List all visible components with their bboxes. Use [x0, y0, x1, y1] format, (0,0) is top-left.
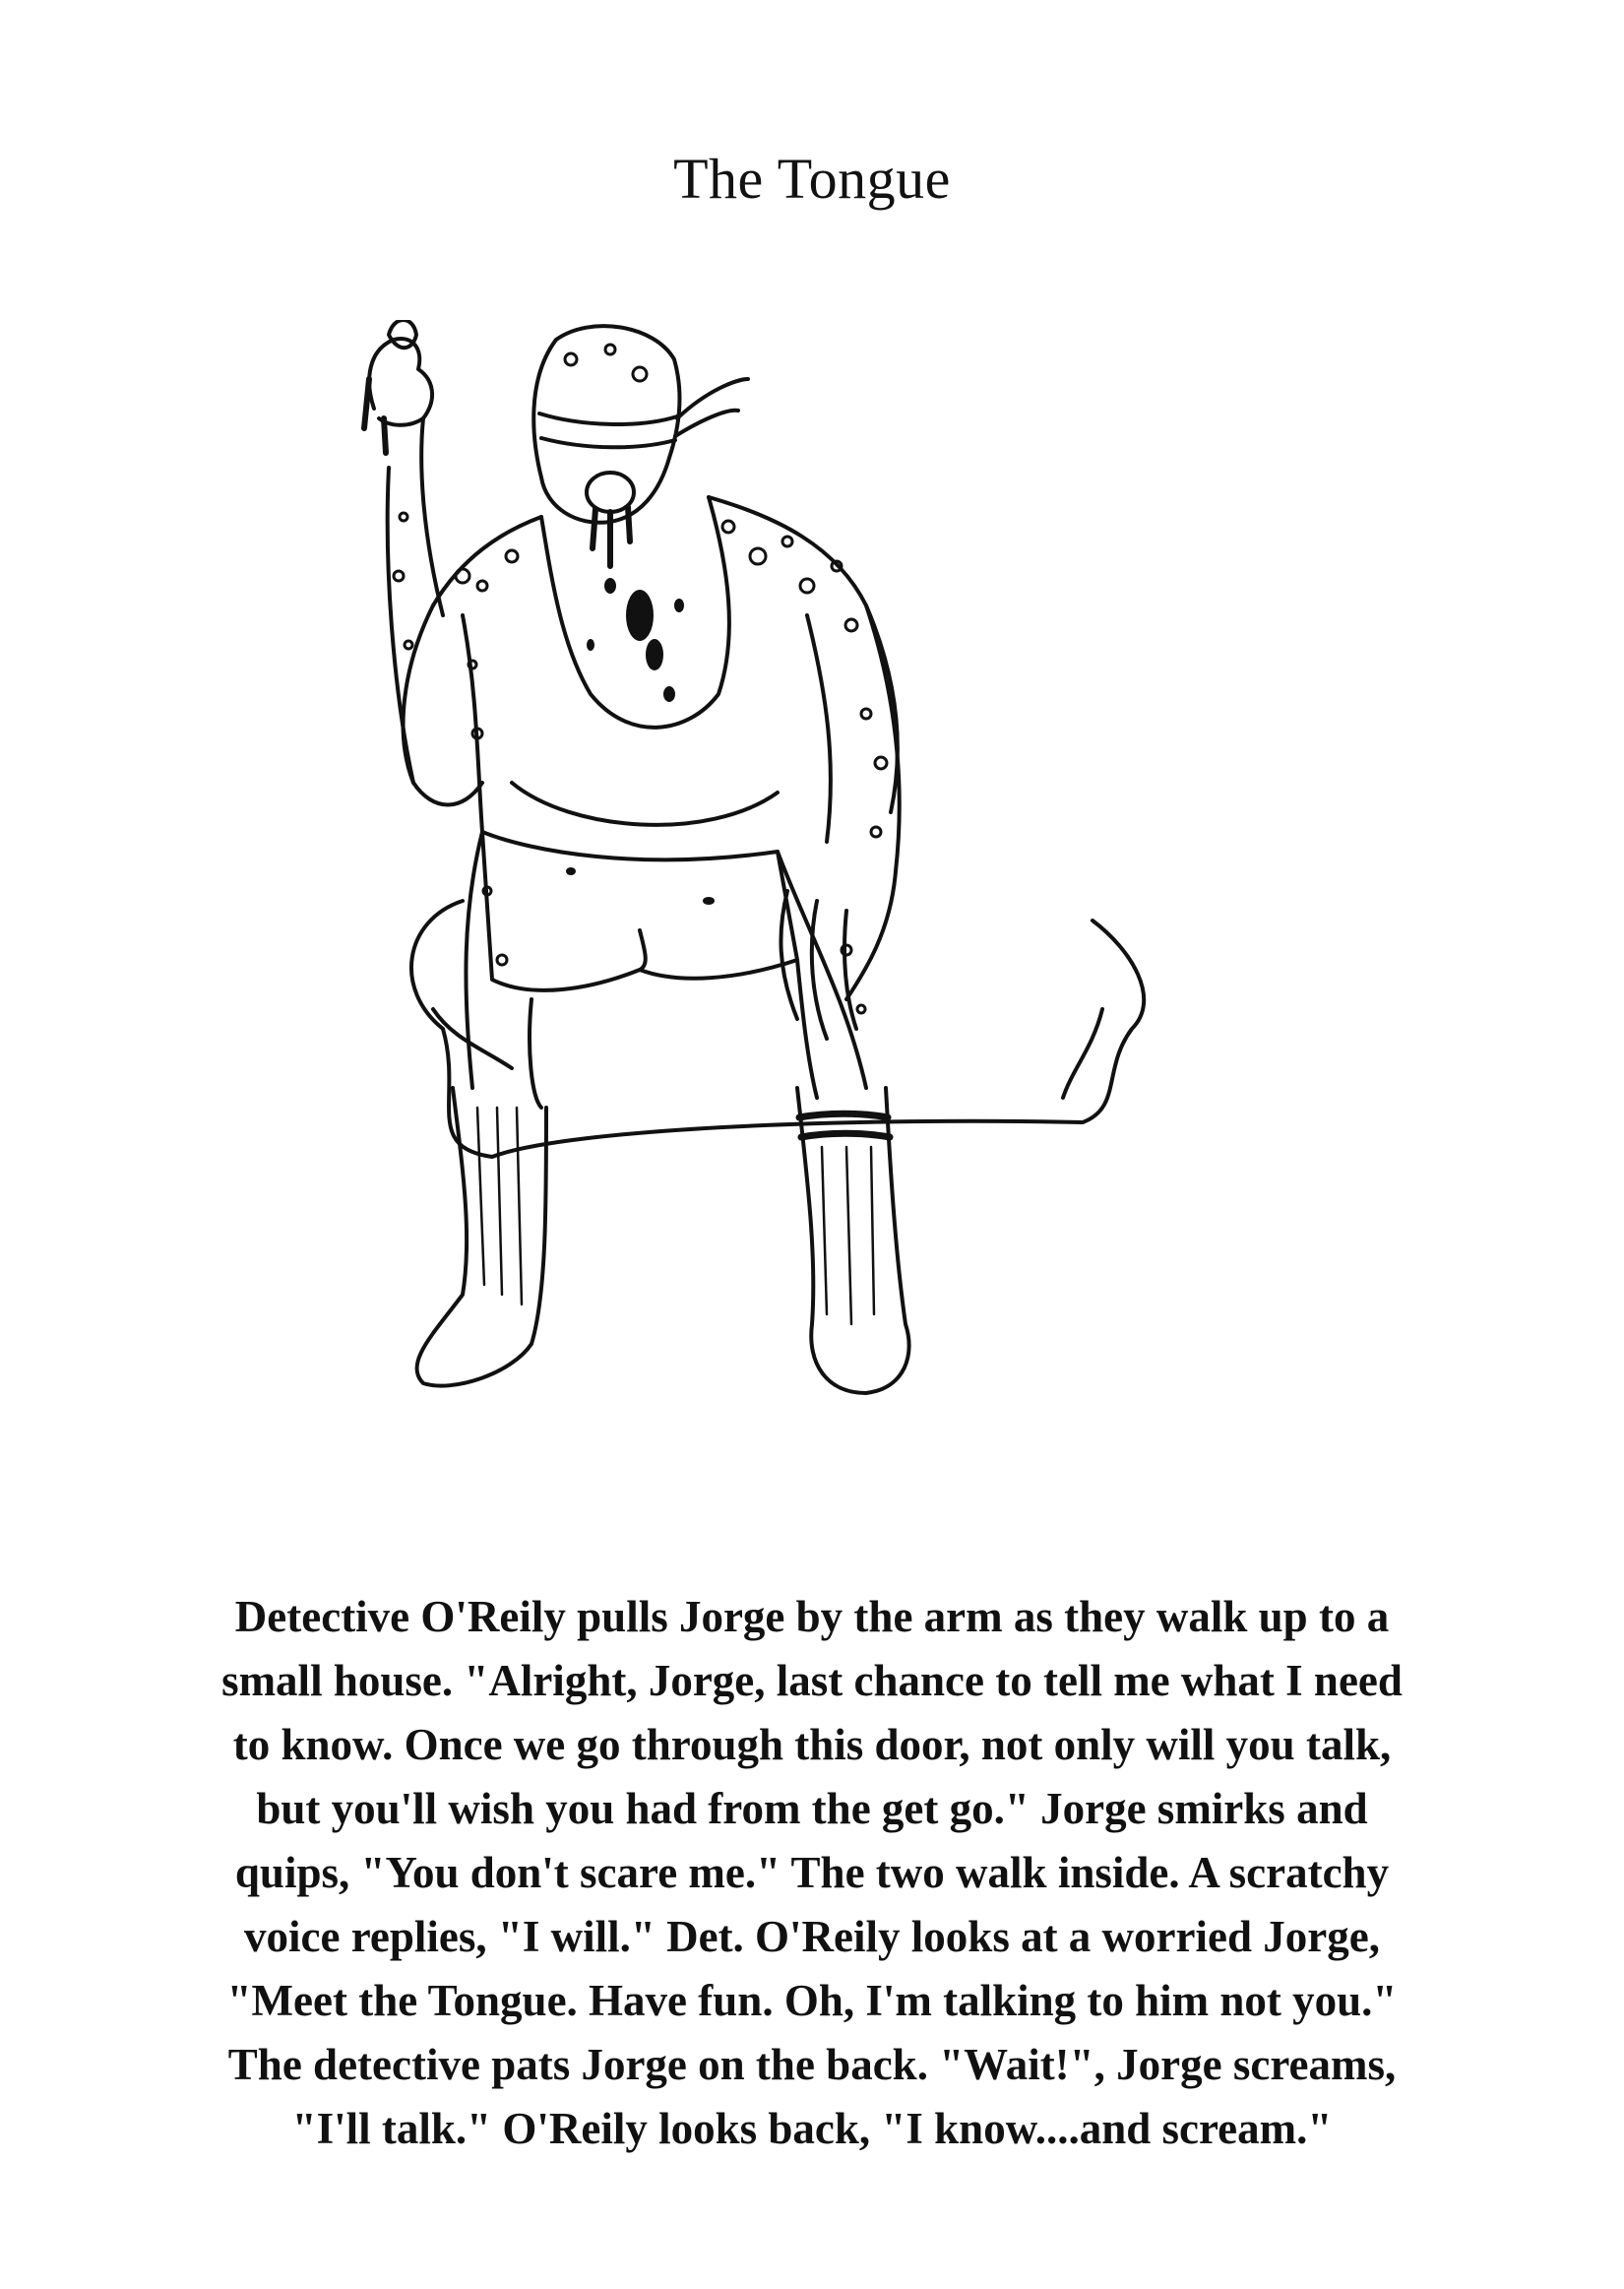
page-title: The Tongue [673, 147, 951, 211]
story-line: The detective pats Jorge on the back. "Wait!", Jorge screams, [227, 2040, 1397, 2089]
story-line: but you'll wish you had from the get go." Jorge smirks and [256, 1784, 1368, 1833]
blindfold-tail [675, 379, 748, 436]
leg-left [466, 832, 541, 1108]
blood-drip-hand [364, 379, 386, 453]
story-line: small house. "Alright, Jorge, last chance to tell me what I need [221, 1656, 1403, 1705]
story-line: "Meet the Tongue. Have fun. Oh, I'm talking to him not you." [226, 1976, 1398, 2025]
shoulder-left [433, 517, 541, 605]
hanging-arm-inner [807, 615, 831, 842]
story-line: "I'll talk." O'Reily looks back, "I know....and scream." [291, 2104, 1333, 2153]
character-illustration [315, 320, 1260, 1570]
seat-cloth-fold [1063, 1009, 1102, 1098]
story-line: to know. Once we go through this door, not only will you talk, [232, 1720, 1392, 1769]
held-tongue [389, 320, 416, 348]
belly [512, 783, 778, 825]
leg-right [778, 852, 866, 1098]
raised-arm-upper [404, 605, 482, 805]
raised-hand [369, 339, 432, 425]
shoulder-right [709, 497, 898, 812]
story-line: voice replies, "I will." Det. O'Reily looks at a worried Jorge, [244, 1912, 1380, 1961]
crotch-line [640, 930, 646, 970]
blindfold [539, 413, 677, 447]
sock-right-ribs [822, 1147, 874, 1324]
seat-cloth [411, 901, 1144, 1157]
sock-left-ribs [477, 1108, 522, 1304]
shorts [482, 832, 797, 990]
story-text [138, 1585, 1486, 2161]
story-line: quips, "You don't scare me." The two walk inside. A scratchy [234, 1848, 1390, 1897]
story-line: Detective O'Reily pulls Jorge by the arm as they walk up to a [234, 1592, 1390, 1641]
